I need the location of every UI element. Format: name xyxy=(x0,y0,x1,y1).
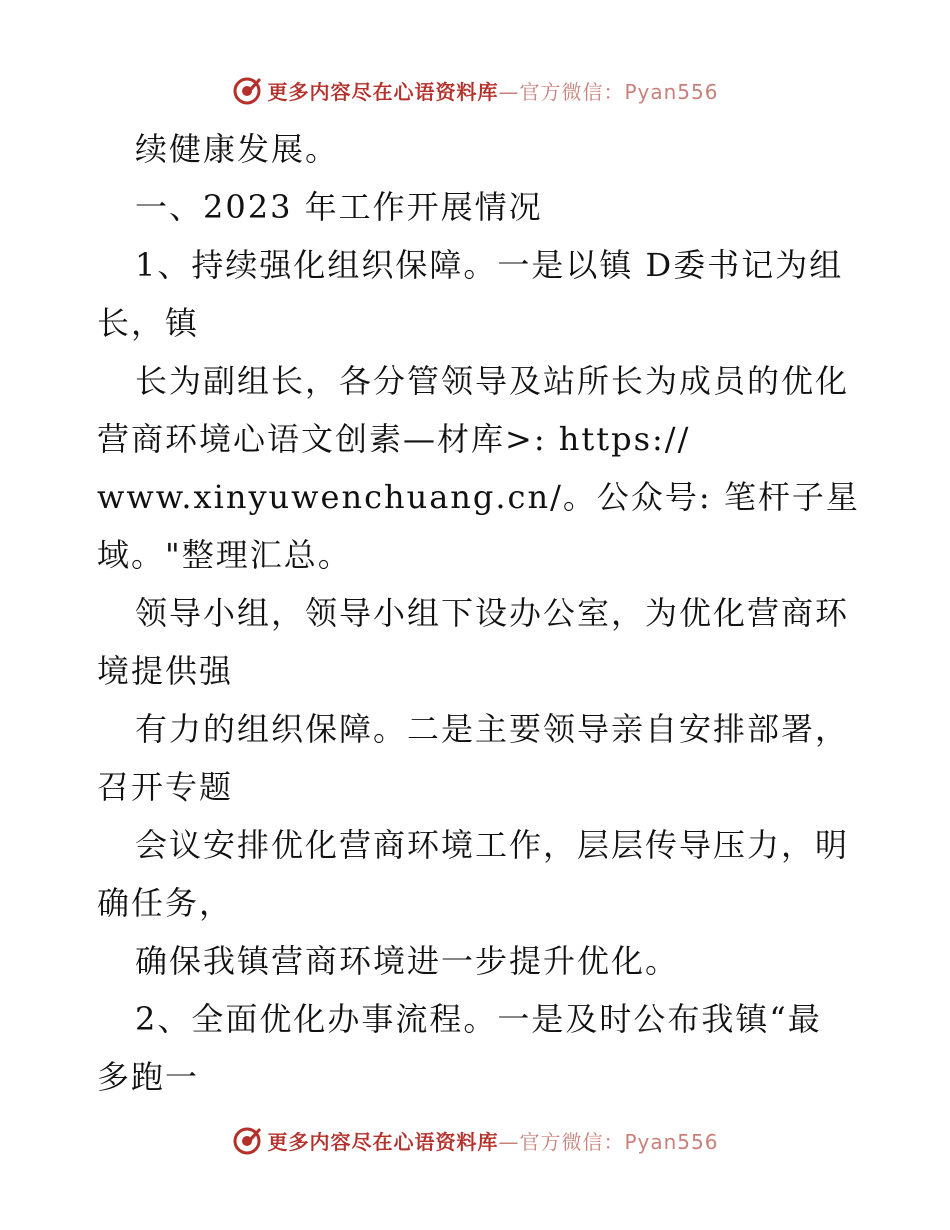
text-line: 境提供强 xyxy=(97,652,234,690)
text-line: www.xinyuwenchuang.cn/。公众号: 笔杆子星 xyxy=(97,478,860,516)
text-line: 确保我镇营商环境进一步提升优化。 xyxy=(135,942,680,980)
quill-seal-icon xyxy=(231,74,263,106)
text-line: 2、全面优化办事流程。一是及时公布我镇“最 xyxy=(135,1000,822,1038)
quill-seal-icon xyxy=(231,1124,263,1156)
header-watermark-banner xyxy=(0,70,950,110)
text-line: 长为副组长，各分管领导及站所长为成员的优化 xyxy=(135,362,850,400)
footer-watermark-banner xyxy=(0,1120,950,1160)
text-line: 续健康发展。 xyxy=(135,130,340,168)
text-line: 营商环境心语文创素—材库>: https:// xyxy=(97,420,691,458)
text-line: 域。"整理汇总。 xyxy=(97,536,352,574)
text-line: 会议安排优化营商环境工作，层层传导压力，明 xyxy=(135,826,850,864)
banner-title: 更多内容尽在心语资料库 xyxy=(267,1129,499,1154)
banner-title: 更多内容尽在心语资料库 xyxy=(267,79,499,104)
text-line: 召开专题 xyxy=(97,768,234,806)
text-line: 有力的组织保障。二是主要领导亲自安排部署， xyxy=(135,710,850,748)
banner-wechat: —官方微信：Pyan556 xyxy=(498,79,719,104)
document-body xyxy=(97,120,860,1106)
text-line: 长，镇 xyxy=(97,304,200,342)
section-heading: 一、2023 年工作开展情况 xyxy=(135,188,543,226)
text-line: 1、持续强化组织保障。一是以镇 D委书记为组 xyxy=(135,246,844,284)
text-line: 确任务， xyxy=(97,884,234,922)
text-line: 领导小组，领导小组下设办公室，为优化营商环 xyxy=(135,594,850,632)
text-line: 多跑一 xyxy=(97,1058,200,1096)
banner-wechat: —官方微信：Pyan556 xyxy=(498,1129,719,1154)
